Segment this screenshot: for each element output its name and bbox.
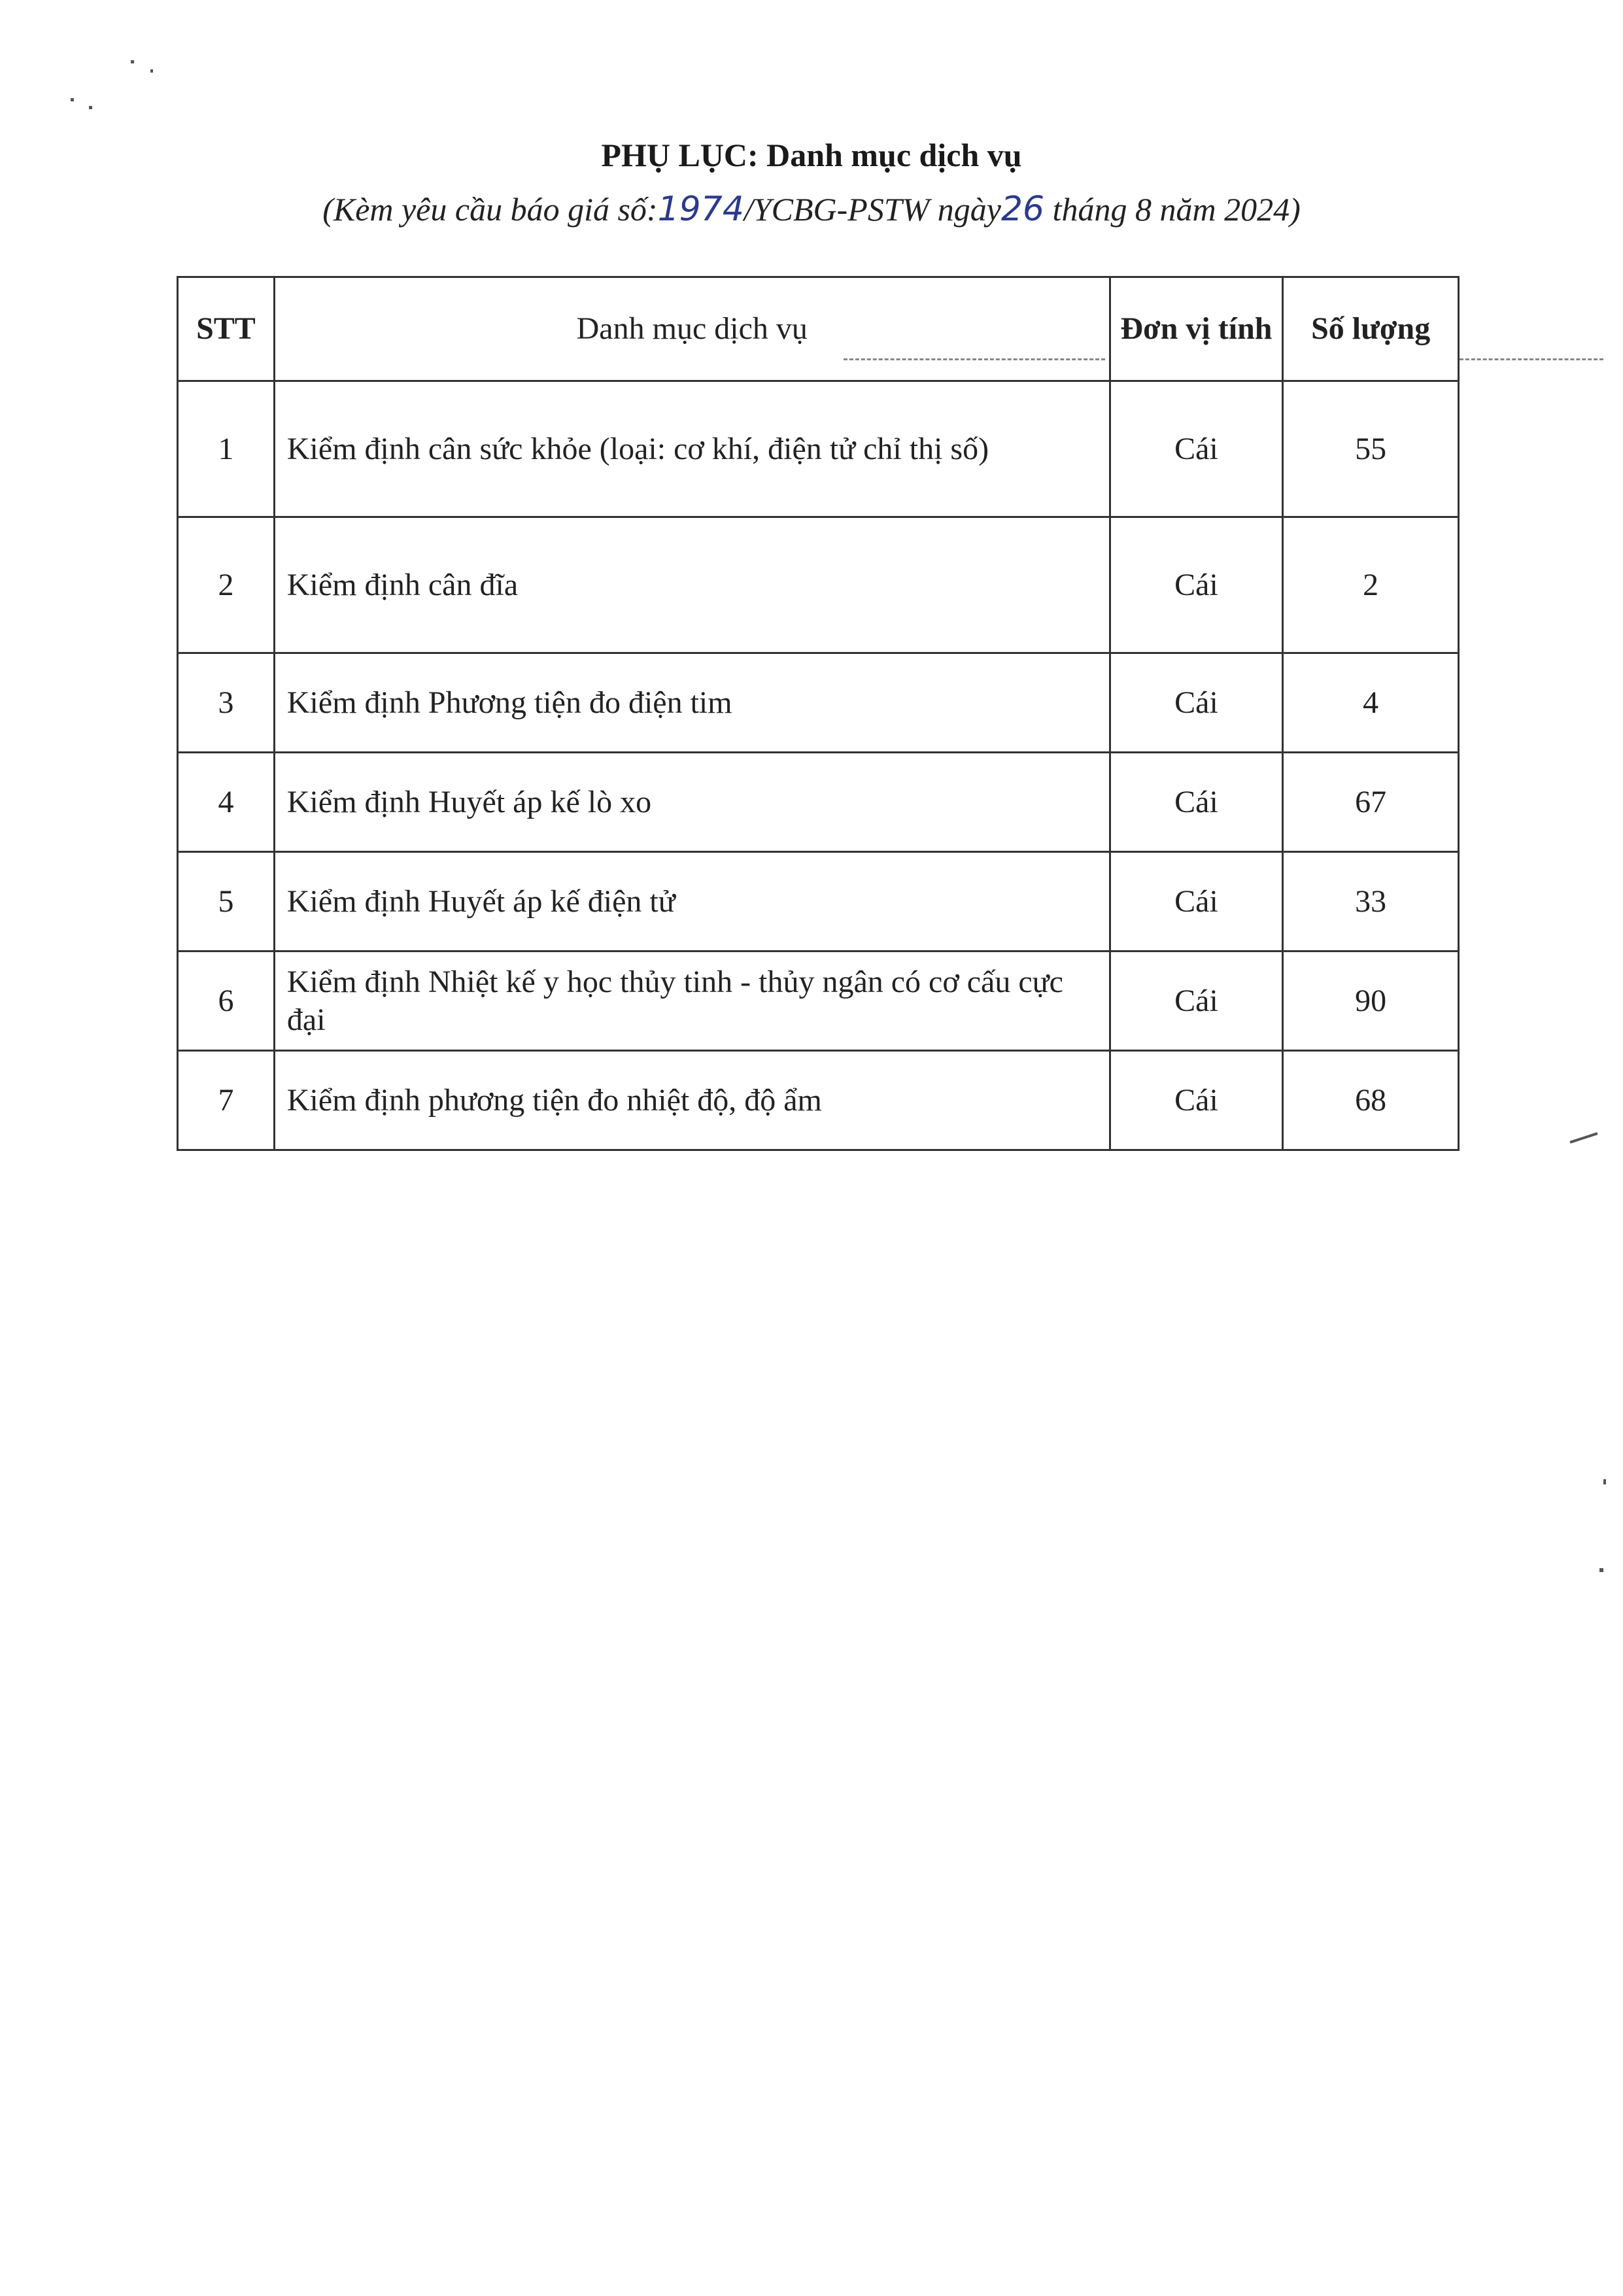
row-stt: 4 xyxy=(178,753,275,852)
scan-stroke xyxy=(1569,1132,1597,1143)
row-stt: 5 xyxy=(178,852,275,951)
table-row xyxy=(178,653,1459,753)
subtitle-prefix: (Kèm yêu cầu báo giá số: xyxy=(322,191,658,228)
scan-dash-line xyxy=(1460,358,1603,360)
table-row xyxy=(178,1051,1459,1150)
table-row xyxy=(178,852,1459,951)
table-row xyxy=(178,381,1459,517)
handwritten-day: 26 xyxy=(1000,190,1045,229)
subtitle-middle: /YCBG-PSTW ngày xyxy=(743,191,1001,228)
scan-speck xyxy=(1603,1479,1606,1484)
row-stt: 1 xyxy=(178,381,275,517)
row-service-name: Kiểm định Phương tiện đo điện tim xyxy=(274,653,1110,753)
header-quantity: Số lượng xyxy=(1283,277,1459,381)
row-quantity: 68 xyxy=(1283,1051,1459,1150)
row-quantity: 2 xyxy=(1283,517,1459,653)
table-header-row xyxy=(178,277,1459,381)
row-service-name: Kiểm định cân đĩa xyxy=(274,517,1110,653)
row-quantity: 4 xyxy=(1283,653,1459,753)
row-stt: 7 xyxy=(178,1051,275,1150)
table-row xyxy=(178,753,1459,852)
row-service-name: Kiểm định cân sức khỏe (loại: cơ khí, điện tử chỉ thị số) xyxy=(274,381,1110,517)
service-table xyxy=(177,276,1460,1151)
header-service-name: Danh mục dịch vụ xyxy=(274,277,1110,381)
row-service-name: Kiểm định phương tiện đo nhiệt độ, độ ẩm xyxy=(274,1051,1110,1150)
row-service-name: Kiểm định Huyết áp kế điện tử xyxy=(274,852,1110,951)
row-quantity: 67 xyxy=(1283,753,1459,852)
row-service-name: Kiểm định Huyết áp kế lò xo xyxy=(274,753,1110,852)
subtitle-suffix: tháng 8 năm 2024) xyxy=(1044,191,1301,228)
row-quantity: 55 xyxy=(1283,381,1459,517)
table-row xyxy=(178,951,1459,1051)
handwritten-number: 1974 xyxy=(657,190,744,229)
scan-dash-line xyxy=(844,358,1105,360)
header-unit: Đơn vị tính xyxy=(1110,277,1283,381)
row-unit: Cái xyxy=(1110,852,1283,951)
row-stt: 3 xyxy=(178,653,275,753)
scan-speck xyxy=(150,69,153,73)
table-row xyxy=(178,517,1459,653)
scan-speck xyxy=(71,98,74,101)
row-stt: 6 xyxy=(178,951,275,1051)
row-unit: Cái xyxy=(1110,1051,1283,1150)
page-subtitle xyxy=(0,190,1623,229)
row-unit: Cái xyxy=(1110,653,1283,753)
row-quantity: 33 xyxy=(1283,852,1459,951)
scan-speck xyxy=(89,106,92,109)
row-quantity: 90 xyxy=(1283,951,1459,1051)
header-stt: STT xyxy=(178,277,275,381)
scan-speck xyxy=(1599,1568,1603,1572)
row-service-name: Kiểm định Nhiệt kế y học thủy tinh - thủy ngân có cơ cấu cực đại xyxy=(274,951,1110,1051)
row-stt: 2 xyxy=(178,517,275,653)
row-unit: Cái xyxy=(1110,753,1283,852)
scan-speck xyxy=(131,60,134,63)
row-unit: Cái xyxy=(1110,951,1283,1051)
row-unit: Cái xyxy=(1110,517,1283,653)
row-unit: Cái xyxy=(1110,381,1283,517)
page-title: PHỤ LỤC: Danh mục dịch vụ xyxy=(601,137,1022,173)
